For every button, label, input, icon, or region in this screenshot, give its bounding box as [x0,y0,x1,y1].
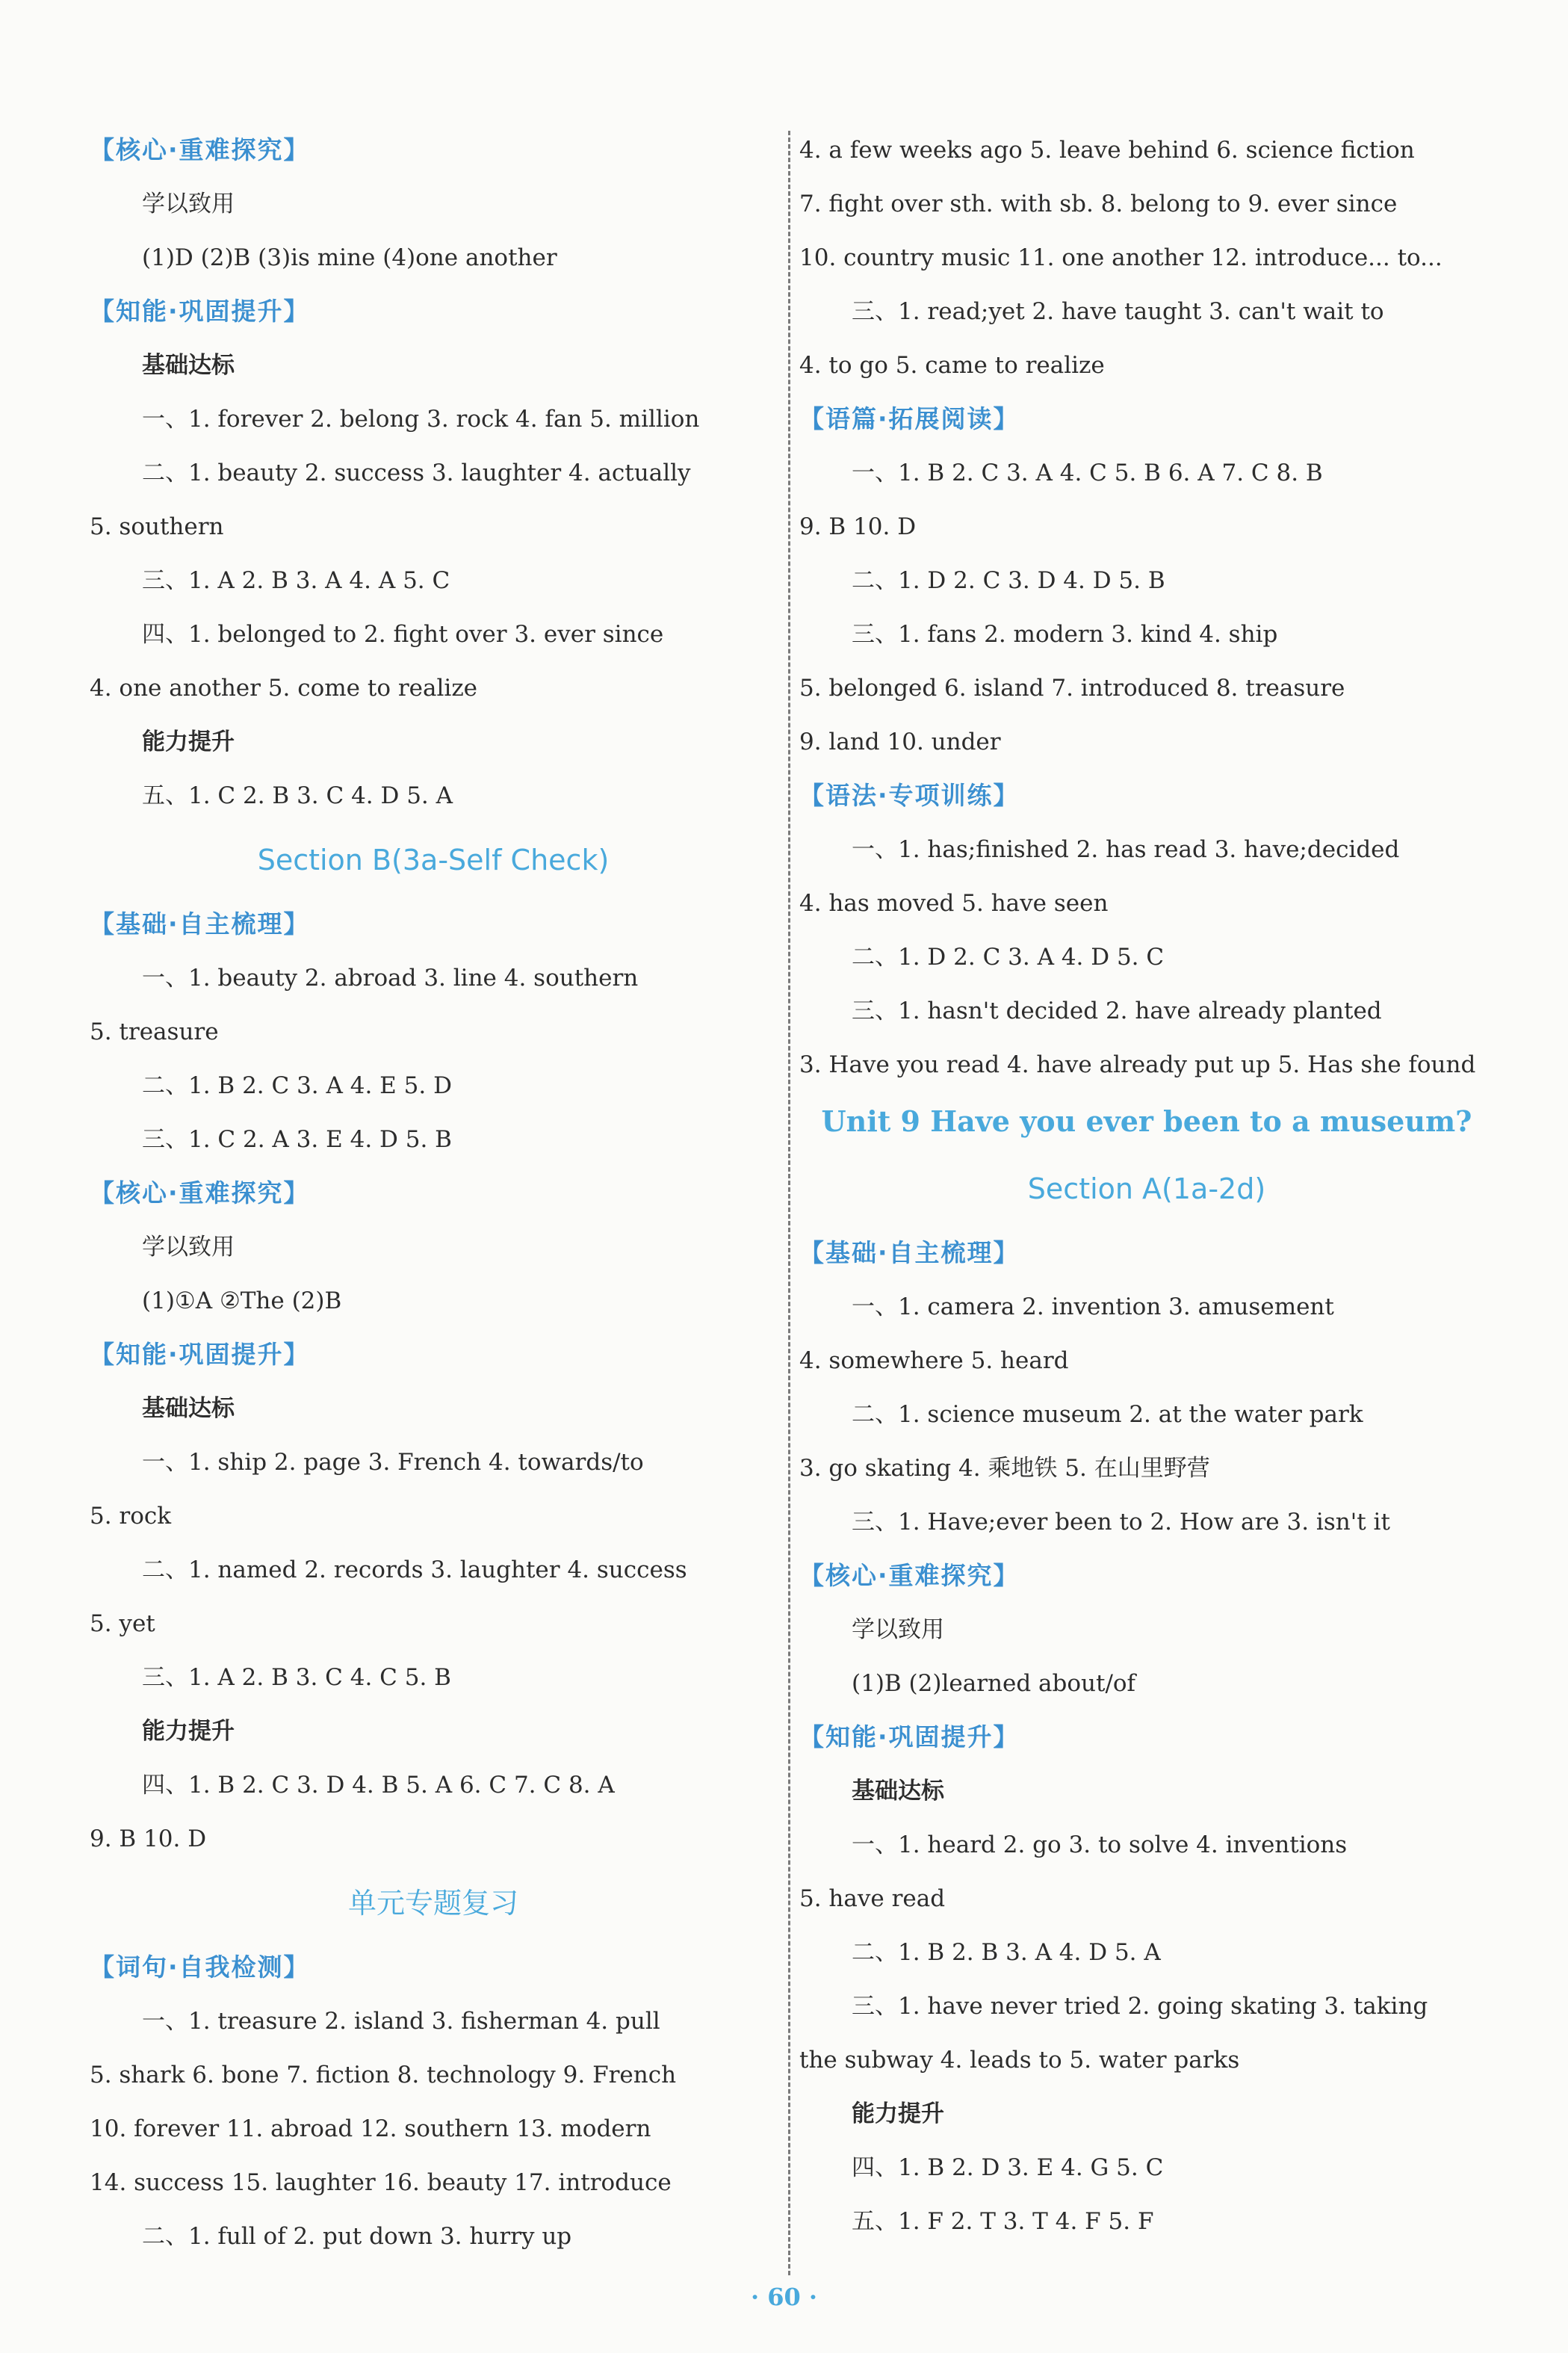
section-label: 【核心·重难探究】 [90,1178,310,1208]
section-label: 【核心·重难探究】 [90,135,310,164]
answer-line: 5. treasure [90,1018,219,1045]
answer-line: 三、1. hasn't decided 2. have already planted [852,998,1382,1024]
section-heading: Section B(3a-Self Check) [257,844,610,876]
answer-line: 3. Have you read 4. have already put up 5. Has she found [799,1051,1476,1078]
answer-line: 二、1. named 2. records 3. laughter 4. success [142,1556,687,1583]
section-label: 【语篇·拓展阅读】 [799,404,1020,433]
answer-line: 二、1. full of 2. put down 3. hurry up [142,2223,572,2250]
section-label: 【知能·巩固提升】 [90,297,310,326]
section-label: 【基础·自主梳理】 [90,909,310,939]
answer-line: 14. success 15. laughter 16. beauty 17. introduce [90,2169,672,2196]
column-divider [788,131,790,2275]
answer-line: 三、1. A 2. B 3. C 4. C 5. B [142,1664,451,1691]
answer-line: 4. has moved 5. have seen [799,890,1109,917]
answer-line: 4. one another 5. come to realize [90,675,477,702]
answer-line: 四、1. B 2. C 3. D 4. B 5. A 6. C 7. C 8. A [142,1772,615,1799]
answer-line: 三、1. C 2. A 3. E 4. D 5. B [142,1126,452,1153]
unit-title: Unit 9 Have you ever been to a museum? [821,1104,1472,1138]
answer-line: 5. belonged 6. island 7. introduced 8. treasure [799,675,1345,702]
answer-line: 一、1. camera 2. invention 3. amusement [852,1293,1334,1320]
answer-line: 二、1. science museum 2. at the water park [852,1401,1363,1428]
answer-line: 7. fight over sth. with sb. 8. belong to 9. ever since [799,191,1398,217]
answer-line: 9. B 10. D [799,513,917,540]
subsection-label: 基础达标 [142,1395,235,1422]
answer-line: 5. have read [799,1885,946,1912]
answer-line: 9. land 10. under [799,729,1001,755]
answer-line: 四、1. B 2. D 3. E 4. G 5. C [852,2154,1164,2181]
subsection-label: 基础达标 [852,1778,944,1805]
answer-line: 一、1. B 2. C 3. A 4. C 5. B 6. A 7. C 8. B [852,460,1323,486]
answer-line: 一、1. has;finished 2. has read 3. have;decided [852,836,1400,863]
answer-line: 一、1. ship 2. page 3. French 4. towards/to [142,1449,644,1476]
section-label: 【知能·巩固提升】 [799,1722,1020,1751]
section-label: 【基础·自主梳理】 [799,1238,1020,1267]
answer-line: 5. shark 6. bone 7. fiction 8. technology 9. French [90,2062,677,2088]
answer-line: 五、1. C 2. B 3. C 4. D 5. A [142,782,453,809]
answer-line: (1)B (2)learned about/of [852,1670,1136,1697]
answer-line: 三、1. A 2. B 3. A 4. A 5. C [142,567,450,594]
answer-line: 学以致用 [852,1616,944,1643]
answer-line: 10. forever 11. abroad 12. southern 13. modern [90,2115,651,2142]
answer-line: 5. southern [90,513,224,540]
left-column [90,123,777,2263]
answer-line: 一、1. heard 2. go 3. to solve 4. inventions [852,1831,1348,1858]
answer-line: 五、1. F 2. T 3. T 4. F 5. F [852,2208,1154,2235]
answer-line: (1)D (2)B (3)is mine (4)one another [142,244,557,271]
section-heading: 单元专题复习 [347,1887,518,1920]
answer-line: 4. to go 5. came to realize [799,352,1105,379]
answer-line: 4. somewhere 5. heard [799,1347,1069,1374]
section-label: 【词句·自我检测】 [90,1952,310,1982]
answer-line: (1)①A ②The (2)B [142,1287,342,1314]
answer-line: 一、1. treasure 2. island 3. fisherman 4. pull [142,2008,660,2035]
answer-line: 三、1. fans 2. modern 3. kind 4. ship [852,621,1278,648]
answer-line: 三、1. Have;ever been to 2. How are 3. isn't it [852,1509,1390,1536]
answer-line: the subway 4. leads to 5. water parks [799,2047,1240,2074]
section-label: 【语法·专项训练】 [799,781,1020,810]
answer-line: 一、1. forever 2. belong 3. rock 4. fan 5. million [142,406,700,433]
answer-line: 学以致用 [142,1234,235,1261]
answer-line: 5. yet [90,1610,155,1637]
answer-line: 三、1. read;yet 2. have taught 3. can't wait to [852,298,1384,325]
answer-line: 二、1. D 2. C 3. A 4. D 5. C [852,944,1165,971]
answer-line: 5. rock [90,1503,172,1530]
right-column [799,123,1494,2248]
answer-line: 二、1. B 2. B 3. A 4. D 5. A [852,1939,1161,1966]
section-heading: Section A(1a-2d) [1027,1172,1266,1205]
answer-line: 10. country music 11. one another 12. introduce... to... [799,244,1443,271]
answer-line: 三、1. have never tried 2. going skating 3. taking [852,1993,1428,2020]
section-label: 【核心·重难探究】 [799,1561,1020,1590]
answer-line: 四、1. belonged to 2. fight over 3. ever since [142,621,664,648]
answer-line: 二、1. beauty 2. success 3. laughter 4. actually [142,460,691,486]
subsection-label: 能力提升 [852,2100,944,2127]
answer-line: 一、1. beauty 2. abroad 3. line 4. southern [142,965,639,992]
answer-line: 二、1. D 2. C 3. D 4. D 5. B [852,567,1165,594]
answer-line: 学以致用 [142,191,235,217]
answer-line: 4. a few weeks ago 5. leave behind 6. science fiction [799,137,1415,164]
section-label: 【知能·巩固提升】 [90,1340,310,1369]
subsection-label: 能力提升 [142,1718,235,1745]
subsection-label: 能力提升 [142,729,235,755]
subsection-label: 基础达标 [142,352,235,379]
answer-line: 二、1. B 2. C 3. A 4. E 5. D [142,1072,452,1099]
page-number: · 60 · [750,2283,818,2311]
answer-line: 3. go skating 4. 乘地铁 5. 在山里野营 [799,1455,1210,1482]
answer-line: 9. B 10. D [90,1825,207,1852]
